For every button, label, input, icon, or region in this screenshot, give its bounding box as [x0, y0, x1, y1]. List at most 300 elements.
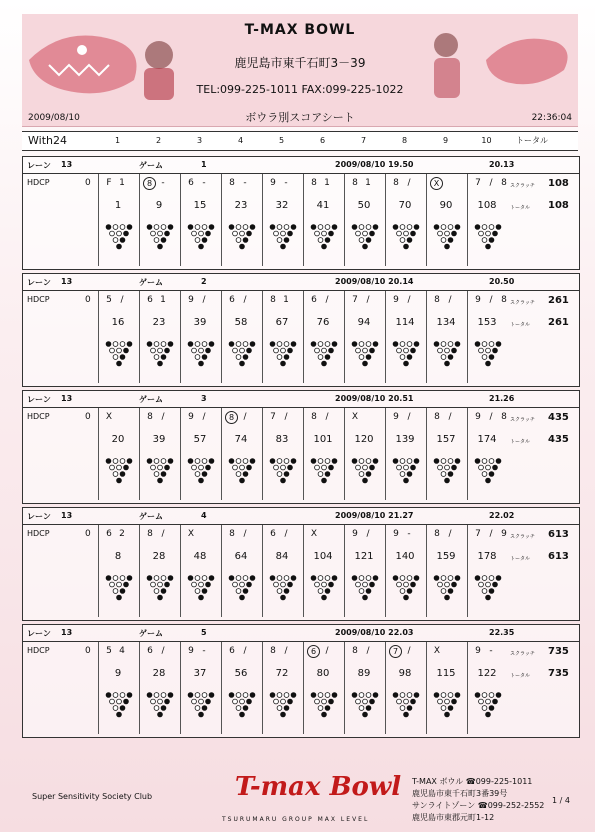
pin-marker	[414, 576, 419, 581]
game-label: ゲーム	[139, 629, 163, 638]
pin-diagram	[145, 340, 175, 370]
cumulative-score: 121	[354, 551, 374, 562]
pin-marker	[414, 342, 419, 347]
pin-marker	[325, 693, 330, 698]
pin-marker	[233, 465, 238, 470]
cumulative-score: 90	[439, 200, 453, 211]
pin-marker	[281, 361, 286, 366]
pin-marker	[363, 231, 368, 236]
pin-marker	[486, 699, 491, 704]
frame-number-3: 3	[196, 136, 203, 145]
pin-marker	[445, 231, 450, 236]
pin-diagram	[309, 223, 339, 253]
pin-marker	[110, 348, 115, 353]
pin-marker	[366, 706, 371, 711]
pin-marker	[441, 355, 446, 360]
cumulative-score: 16	[111, 317, 125, 328]
roll-mark: 9	[352, 529, 358, 539]
roll-mark: 9	[188, 412, 194, 422]
roll-mark: /	[325, 412, 329, 422]
club-name: Super Sensitivity Society Club	[32, 792, 153, 801]
pin-diagram	[268, 574, 298, 604]
print-time: 22:36:04	[531, 113, 572, 123]
pin-marker	[284, 693, 289, 698]
cumulative-score: 56	[234, 668, 248, 679]
pin-marker	[486, 348, 491, 353]
roll-mark: 9	[393, 295, 399, 305]
total-label: トータル	[510, 439, 531, 445]
pin-marker	[236, 225, 241, 230]
roll-mark: 5	[106, 646, 112, 656]
pin-marker	[482, 693, 487, 698]
pin-marker	[284, 706, 289, 711]
pin-marker	[247, 348, 252, 353]
roll-mark: X	[310, 529, 318, 539]
pin-marker	[288, 231, 293, 236]
scratch-value: 435	[548, 412, 569, 423]
roll-row	[23, 408, 579, 428]
pin-marker	[441, 459, 446, 464]
pin-marker	[154, 472, 159, 477]
pin-diagram	[309, 340, 339, 370]
pin-marker	[202, 238, 207, 243]
pin-marker	[407, 225, 412, 230]
roll-mark: 8	[501, 412, 507, 422]
pin-marker	[192, 231, 197, 236]
pin-marker	[434, 342, 439, 347]
pin-diagram	[227, 223, 257, 253]
cumulative-score: 41	[316, 200, 330, 211]
game-label: ゲーム	[139, 161, 163, 170]
pin-marker	[356, 699, 361, 704]
hdcp-label: HDCP	[27, 529, 50, 538]
pin-marker	[400, 238, 405, 243]
roll-row	[23, 525, 579, 545]
roll-mark: 7	[475, 529, 481, 539]
hdcp-label: HDCP	[27, 646, 50, 655]
pin-marker	[154, 355, 159, 360]
pin-marker	[318, 342, 323, 347]
pin-marker	[441, 342, 446, 347]
pin-marker	[113, 589, 118, 594]
roll-mark: 9	[475, 295, 481, 305]
pin-marker	[243, 342, 248, 347]
pin-marker	[188, 459, 193, 464]
pin-marker	[124, 699, 129, 704]
pin-marker	[165, 465, 170, 470]
pin-marker	[117, 699, 122, 704]
roll-mark: X	[430, 177, 443, 190]
game-end-time: 22.35	[489, 628, 515, 637]
pin-marker	[284, 342, 289, 347]
scratch-label: スクラッチ	[510, 651, 535, 657]
pin-diagram	[145, 223, 175, 253]
pin-diagram	[309, 457, 339, 487]
roll-mark: /	[407, 412, 411, 422]
pin-marker	[359, 355, 364, 360]
pin-marker	[199, 478, 204, 483]
scratch-label: スクラッチ	[510, 534, 535, 540]
pin-marker	[445, 699, 450, 704]
pin-marker	[475, 693, 480, 698]
game-2-scorecard	[22, 273, 580, 387]
pin-diagram	[227, 574, 257, 604]
pin-marker	[407, 706, 412, 711]
cumulative-score: 67	[275, 317, 289, 328]
roll-mark: X	[351, 412, 359, 422]
roll-mark: /	[161, 646, 165, 656]
pin-marker	[393, 693, 398, 698]
cumulative-score: 174	[477, 434, 497, 445]
game-4-scorecard	[22, 507, 580, 621]
cumulative-score: 115	[436, 668, 456, 679]
pin-marker	[113, 576, 118, 581]
pin-marker	[277, 459, 282, 464]
pin-marker	[448, 693, 453, 698]
roll-mark: 8	[434, 295, 440, 305]
pin-marker	[404, 348, 409, 353]
roll-mark: -	[284, 178, 288, 188]
pin-marker	[452, 465, 457, 470]
pin-marker	[318, 238, 323, 243]
pin-diagram	[473, 457, 503, 487]
pin-marker	[373, 693, 378, 698]
pin-marker	[486, 361, 491, 366]
pin-diagram	[186, 223, 216, 253]
pin-marker	[434, 693, 439, 698]
lane-label: レーン	[27, 512, 51, 521]
pin-marker	[202, 225, 207, 230]
pin-marker	[311, 576, 316, 581]
roll-mark: /	[366, 646, 370, 656]
roll-mark: 6	[307, 645, 320, 658]
pin-diagram	[227, 691, 257, 721]
pin-marker	[329, 231, 334, 236]
pin-marker	[236, 693, 241, 698]
pin-marker	[359, 706, 364, 711]
roll-mark: 6	[311, 295, 317, 305]
pin-marker	[434, 459, 439, 464]
hdcp-label: HDCP	[27, 295, 50, 304]
pin-marker	[359, 576, 364, 581]
pin-diagram	[268, 340, 298, 370]
pin-marker	[448, 706, 453, 711]
pin-marker	[168, 693, 173, 698]
pin-marker	[209, 225, 214, 230]
pin-marker	[277, 342, 282, 347]
pin-marker	[445, 582, 450, 587]
pin-marker	[318, 576, 323, 581]
pin-marker	[117, 595, 122, 600]
pin-marker	[325, 706, 330, 711]
roll-mark: /	[243, 529, 247, 539]
scratch-value: 261	[548, 295, 569, 306]
pin-marker	[452, 699, 457, 704]
cumulative-score: 104	[313, 551, 333, 562]
pin-marker	[318, 472, 323, 477]
lane-number: 13	[61, 160, 73, 169]
pin-marker	[274, 465, 279, 470]
cumulative-score: 83	[275, 434, 289, 445]
game-1-scorecard	[22, 156, 580, 270]
pin-marker	[407, 589, 412, 594]
pin-marker	[479, 699, 484, 704]
roll-mark: /	[489, 412, 493, 422]
sheet-footer	[22, 766, 578, 826]
pin-diagram	[473, 340, 503, 370]
cumulative-score: 23	[234, 200, 248, 211]
pin-marker	[366, 342, 371, 347]
pin-marker	[270, 459, 275, 464]
game-end-time: 20.13	[489, 160, 515, 169]
pin-marker	[411, 699, 416, 704]
roll-mark: /	[366, 529, 370, 539]
pin-marker	[206, 582, 211, 587]
pin-marker	[407, 238, 412, 243]
pin-marker	[195, 225, 200, 230]
total-label: トータル	[510, 322, 531, 328]
pin-marker	[243, 589, 248, 594]
pin-marker	[448, 472, 453, 477]
pin-marker	[202, 589, 207, 594]
lane-label: レーン	[27, 278, 51, 287]
frame-number-5: 5	[278, 136, 285, 145]
pin-marker	[291, 576, 296, 581]
pin-marker	[434, 576, 439, 581]
pin-diagram	[391, 691, 421, 721]
pin-marker	[448, 576, 453, 581]
hdcp-label: HDCP	[27, 178, 50, 187]
pin-marker	[192, 465, 197, 470]
pin-marker	[397, 582, 402, 587]
pin-marker	[281, 465, 286, 470]
pin-marker	[243, 238, 248, 243]
game-label: ゲーム	[139, 395, 163, 404]
pin-marker	[124, 348, 129, 353]
pin-marker	[288, 465, 293, 470]
pin-marker	[370, 348, 375, 353]
pin-marker	[366, 589, 371, 594]
roll-mark: 6	[270, 529, 276, 539]
pin-marker	[434, 225, 439, 230]
frame-number-1: 1	[114, 136, 121, 145]
pin-diagram	[186, 340, 216, 370]
pin-marker	[161, 225, 166, 230]
pin-marker	[151, 465, 156, 470]
pin-marker	[363, 595, 368, 600]
pin-marker	[332, 225, 337, 230]
pin-marker	[489, 342, 494, 347]
roll-mark: -	[489, 646, 493, 656]
pin-marker	[281, 244, 286, 249]
pin-marker	[120, 589, 125, 594]
pin-diagram	[473, 574, 503, 604]
pin-marker	[332, 693, 337, 698]
pin-marker	[192, 348, 197, 353]
pin-marker	[195, 693, 200, 698]
pin-marker	[448, 238, 453, 243]
roll-mark: 8	[352, 646, 358, 656]
pin-marker	[117, 231, 122, 236]
pin-marker	[165, 348, 170, 353]
roll-mark: F	[106, 178, 112, 188]
pin-marker	[202, 342, 207, 347]
pin-marker	[452, 582, 457, 587]
total-column-label: トータル	[516, 136, 548, 145]
pin-marker	[486, 478, 491, 483]
pin-marker	[250, 576, 255, 581]
pin-marker	[158, 361, 163, 366]
cumulative-score: 139	[395, 434, 415, 445]
pin-marker	[206, 699, 211, 704]
pin-marker	[352, 459, 357, 464]
roll-mark: 8	[147, 412, 153, 422]
pin-marker	[325, 472, 330, 477]
frame-number-8: 8	[401, 136, 408, 145]
pin-diagram	[227, 457, 257, 487]
pin-diagram	[104, 223, 134, 253]
roll-mark: 1	[160, 295, 166, 305]
roll-mark: 7	[475, 178, 481, 188]
roll-mark: 6	[147, 295, 153, 305]
roll-mark: /	[448, 295, 452, 305]
pin-marker	[397, 699, 402, 704]
lane-label: レーン	[27, 395, 51, 404]
pin-marker	[281, 595, 286, 600]
game-3-scorecard	[22, 390, 580, 504]
pin-marker	[151, 231, 156, 236]
pin-marker	[404, 595, 409, 600]
pin-marker	[120, 459, 125, 464]
pin-marker	[452, 231, 457, 236]
pin-marker	[274, 582, 279, 587]
roll-mark: 8	[311, 178, 317, 188]
roll-mark: 1	[119, 178, 125, 188]
pin-marker	[277, 706, 282, 711]
pin-marker	[195, 589, 200, 594]
lane-label: レーン	[27, 629, 51, 638]
contact-line-1: T-MAX ボウル ☎099-225-1011	[412, 777, 533, 786]
frame-number-7: 7	[360, 136, 367, 145]
pin-marker	[291, 459, 296, 464]
roll-mark: 6	[147, 646, 153, 656]
pin-marker	[441, 472, 446, 477]
cumulative-score: 84	[275, 551, 289, 562]
pin-marker	[404, 478, 409, 483]
pin-marker	[106, 693, 111, 698]
pin-marker	[322, 582, 327, 587]
pin-marker	[284, 576, 289, 581]
pin-marker	[404, 582, 409, 587]
pin-marker	[448, 342, 453, 347]
pin-marker	[277, 576, 282, 581]
pin-marker	[120, 355, 125, 360]
pin-marker	[127, 576, 132, 581]
pin-marker	[209, 459, 214, 464]
roll-mark: /	[202, 412, 206, 422]
pin-marker	[363, 582, 368, 587]
pin-marker	[284, 238, 289, 243]
pin-diagram	[227, 340, 257, 370]
pin-marker	[366, 693, 371, 698]
pin-marker	[127, 459, 132, 464]
game-number: 1	[201, 160, 207, 169]
pin-marker	[370, 465, 375, 470]
scratch-label: スクラッチ	[510, 417, 535, 423]
cumulative-score: 20	[111, 434, 125, 445]
pin-marker	[240, 244, 245, 249]
pin-marker	[441, 238, 446, 243]
pin-marker	[247, 699, 252, 704]
scratch-value: 108	[548, 178, 569, 189]
pin-marker	[120, 576, 125, 581]
pin-marker	[366, 225, 371, 230]
roll-mark: X	[105, 412, 113, 422]
roll-mark: -	[202, 646, 206, 656]
pin-diagram	[309, 574, 339, 604]
pin-diagram	[350, 574, 380, 604]
pin-marker	[110, 465, 115, 470]
pin-marker	[489, 589, 494, 594]
pin-marker	[359, 693, 364, 698]
pin-marker	[120, 225, 125, 230]
pin-marker	[407, 693, 412, 698]
pin-marker	[147, 693, 152, 698]
pin-marker	[154, 706, 159, 711]
pin-marker	[356, 582, 361, 587]
game-end-time: 22.02	[489, 511, 515, 520]
pin-marker	[168, 459, 173, 464]
pin-marker	[366, 238, 371, 243]
pin-marker	[288, 699, 293, 704]
pin-marker	[407, 355, 412, 360]
cumulative-score: 159	[436, 551, 456, 562]
pin-marker	[154, 693, 159, 698]
roll-mark: 6	[229, 646, 235, 656]
pin-marker	[202, 355, 207, 360]
pin-marker	[404, 244, 409, 249]
total-value: 435	[548, 434, 569, 445]
cumulative-row	[23, 312, 579, 334]
pin-marker	[370, 582, 375, 587]
total-label: トータル	[510, 205, 531, 211]
pin-marker	[209, 576, 214, 581]
pin-marker	[332, 459, 337, 464]
pin-marker	[168, 225, 173, 230]
pin-marker	[359, 472, 364, 477]
pin-marker	[411, 348, 416, 353]
pin-marker	[281, 231, 286, 236]
pin-marker	[106, 342, 111, 347]
pin-marker	[240, 699, 245, 704]
pin-marker	[151, 582, 156, 587]
pin-marker	[482, 225, 487, 230]
pin-marker	[250, 342, 255, 347]
roll-mark: /	[161, 529, 165, 539]
roll-mark: 8	[270, 646, 276, 656]
pin-marker	[479, 465, 484, 470]
pin-marker	[452, 348, 457, 353]
pin-marker	[106, 459, 111, 464]
cumulative-score: 23	[152, 317, 166, 328]
pin-marker	[229, 225, 234, 230]
cumulative-score: 94	[357, 317, 371, 328]
pin-marker	[284, 225, 289, 230]
venue-phone-fax: TEL:099-225-1011 FAX:099-225-1022	[196, 83, 404, 96]
pin-marker	[240, 595, 245, 600]
pin-marker	[202, 472, 207, 477]
pin-marker	[291, 342, 296, 347]
